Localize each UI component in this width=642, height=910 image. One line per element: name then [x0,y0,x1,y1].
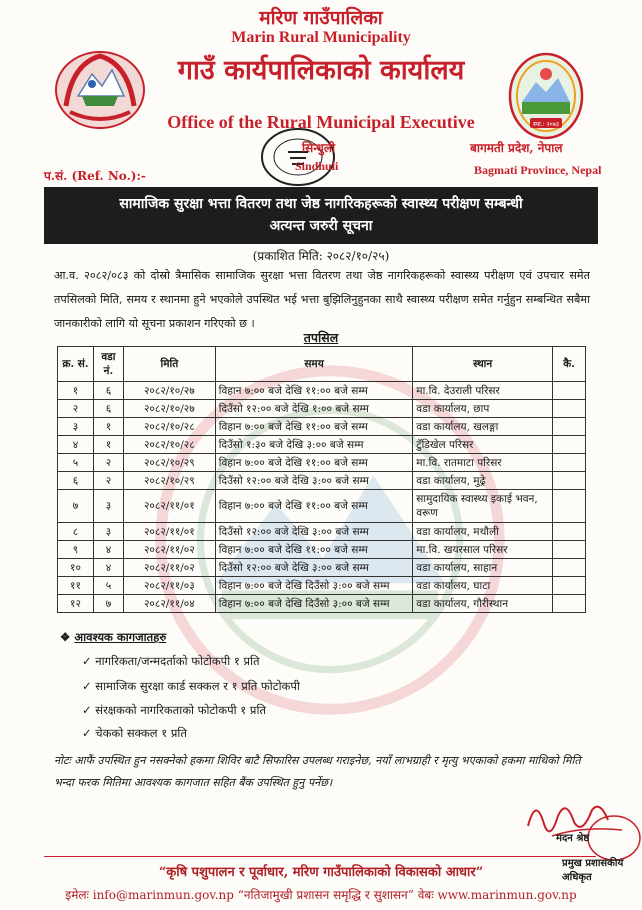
cell-place: वडा कार्यालय, गौरीस्थान [413,595,553,613]
office-name-en: Office of the Rural Municipal Executive [167,112,475,132]
cell-place: वडा कार्यालय, मुढ्रे [413,472,553,490]
cell-sn: १० [58,559,94,577]
check-icon: ✓ [82,654,92,668]
header-date: मिति [123,347,215,382]
cell-place: वडा कार्यालय, मथौली [413,523,553,541]
header-place: स्थान [413,347,553,382]
cell-sn: १ [58,382,94,400]
signatory-post: प्रमुख प्रशासकीय अधिकृत [562,858,624,883]
cell-date: २०८२/१०/२७ [123,400,215,418]
cell-time: दिउँसो १२:०० बजे देखि ३:०० बजे सम्म [215,523,413,541]
cell-remarks [553,577,586,595]
municipality-name-en: Marin Rural Municipality [231,29,411,46]
cell-place: वडा कार्यालय, छाप [413,400,553,418]
cell-sn: २ [58,400,94,418]
cell-place: मा.वि. खयरसाल परिसर [413,541,553,559]
notice-title-banner [44,187,598,244]
cell-sn: ९ [58,541,94,559]
cell-date: २०८२/१०/२९ [123,472,215,490]
cell-remarks [553,454,586,472]
cell-remarks [553,436,586,454]
table-row [58,595,586,613]
cell-remarks [553,541,586,559]
cell-ward: ५ [93,577,123,595]
province-en: Bagmati Province, Nepal [474,163,602,177]
cell-time: विहान ७:०० बजे देखि ११:०० बजे सम्म [215,454,413,472]
table-row [58,577,586,595]
table-row [58,523,586,541]
table-row [58,382,586,400]
cell-sn: ८ [58,523,94,541]
cell-remarks [553,400,586,418]
table-row [58,472,586,490]
cell-remarks [553,559,586,577]
nepal-emblem-logo [52,44,148,130]
handwritten-signature [522,786,642,862]
cell-date: २०८२/११/०३ [123,577,215,595]
cell-date: २०८२/१०/२९ [123,454,215,472]
banner-line-1: सामाजिक सुरक्षा भत्ता वितरण तथा जेष्ठ नागरिकहरूको स्वास्थ्य परीक्षण सम्बन्धी [119,196,523,212]
footer-divider [44,856,596,857]
cell-ward: २ [93,454,123,472]
table-row [58,454,586,472]
cell-time: विहान ७:०० बजे देखि ११:०० बजे सम्म [215,382,413,400]
table-row [58,400,586,418]
seal-year-text: स्था.: २०७३ [533,121,559,128]
schedule-heading: तपसिल [303,330,339,345]
required-docs-title: आवश्यक कागजातहरु [74,630,167,644]
list-item [82,726,187,741]
table-row [58,541,586,559]
header-time: समय [215,347,413,382]
cell-sn: ७ [58,490,94,523]
table-row [58,559,586,577]
cell-time: दिउँसो १:३० बजे देखि ३:०० बजे सम्म [215,436,413,454]
cell-remarks [553,490,586,523]
cell-date: २०८२/१०/२८ [123,436,215,454]
list-item [82,703,266,718]
cell-place: वडा कार्यालय, खलङ्गा [413,418,553,436]
cell-sn: ४ [58,436,94,454]
cell-remarks [553,382,586,400]
doc-item-label: सामाजिक सुरक्षा कार्ड सक्कल र १ प्रति फोटोकपी [95,679,300,693]
cell-ward: १ [93,436,123,454]
header-remarks: कै. [553,347,586,382]
cell-time: दिउँसो १२:०० बजे देखि ३:०० बजे सम्म [215,559,413,577]
cell-ward: ४ [93,541,123,559]
cell-ward: ४ [93,559,123,577]
cell-time: विहान ७:०० बजे देखि दिउँसो ३:०० बजे सम्म [215,577,413,595]
published-date: (प्रकाशित मिति: २०८२/१०/२५) [252,249,390,263]
cell-time: विहान ७:०० बजे देखि ११:०० बजे सम्म [215,541,413,559]
notice-body-paragraph: आ.व. २०८२/०८३ को दोस्रो त्रैमासिक सामाजिक सुरक्षा भत्ता वितरण तथा जेष्ठ नागरिकहरूको स्वास्थ्य परीक्षण एवं उपचार समेत तपसिलको मिति, समय र स्थानमा हुने भएकोले उपस्थित भई भत्ता बुझिलिनुहुनका साथै स्वास्थ्य परीक्षण समेत गर्नुहुन सम्बन्धित सबैमा जानकारीको लागि यो सूचना प्रकाशन गरिएको छ । [54,269,590,330]
district-np: सिन्धुली [302,141,336,155]
cell-ward: ३ [93,490,123,523]
cell-remarks [553,472,586,490]
doc-item-label: नागरिकता/जन्मदर्ताको फोटोकपी १ प्रति [95,654,260,668]
cell-place: वडा कार्यालय, घाटा [413,577,553,595]
cell-date: २०८२/१०/२८ [123,418,215,436]
signatory-name: मदन श्रेष्ठ [556,833,590,844]
cell-time: विहान ७:०० बजे देखि ११:०० बजे सम्म [215,490,413,523]
check-icon: ✓ [82,726,92,740]
municipality-seal-logo [508,52,584,140]
cell-sn: ५ [58,454,94,472]
cell-time: दिउँसो १२:०० बजे देखि ३:०० बजे सम्म [215,472,413,490]
cell-place: वडा कार्यालय, साहान [413,559,553,577]
header-ward: वडा नं. [93,347,123,382]
cell-time: दिउँसो १२:०० बजे देखि १:०० बजे सम्म [215,400,413,418]
cell-remarks [553,595,586,613]
header-sn: क्र. सं. [58,347,94,382]
check-icon: ✓ [82,703,92,717]
cell-date: २०८२/११/०२ [123,559,215,577]
cell-date: २०८२/१०/२७ [123,382,215,400]
cell-place: सामुदायिक स्वास्थ्य इकाई भवन, वरूण [413,490,553,523]
cell-place: मा.वि. रातमाटा परिसर [413,454,553,472]
province-np: बागमती प्रदेश, नेपाल [470,141,563,155]
cell-sn: ६ [58,472,94,490]
cell-ward: १ [93,418,123,436]
cell-ward: ६ [93,400,123,418]
cell-place: मा.वि. देउराली परिसर [413,382,553,400]
footer-motto: “कृषि पशुपालन र पूर्वाधार, मरिण गाउँपालिकाको विकासको आधार” [158,865,484,880]
list-item [82,654,260,669]
note-text: नोटः आफैं उपस्थित हुन नसक्नेको हकमा शिविर बाटै सिफारिस उपलब्ध गराइनेछ, नयाँ लाभग्राही र मृत्यु भएकाको हकमा माथिको मिति भन्दा फरक मितिमा आवश्यक कागजात सहित बैंक उपस्थित हुनु पर्नेछ। [54,754,581,789]
cell-sn: १२ [58,595,94,613]
doc-item-label: चेकको सक्कल १ प्रति [95,726,187,740]
cell-place: टुँडिखेल परिसर [413,436,553,454]
cell-date: २०८२/११/०२ [123,541,215,559]
cell-date: २०८२/११/०१ [123,523,215,541]
cell-ward: ७ [93,595,123,613]
municipality-name-np: मरिण गाउँपालिका [259,7,383,29]
cell-time: विहान ७:०० बजे देखि ११:०० बजे सम्म [215,418,413,436]
cell-time: विहान ७:०० बजे देखि दिउँसो ३:०० बजे सम्म [215,595,413,613]
cell-sn: ११ [58,577,94,595]
table-row [58,490,586,523]
list-item [82,679,300,694]
banner-line-2: अत्यन्त जरुरी सूचना [269,218,373,234]
required-docs-heading [60,630,166,645]
district-en: Sindhuli [295,159,339,173]
cell-remarks [553,523,586,541]
reference-number: प.सं. (Ref. No.):- [44,169,146,183]
diamond-bullet-icon: ❖ [60,630,71,644]
table-row [58,418,586,436]
cell-sn: ३ [58,418,94,436]
cell-date: २०८२/११/०४ [123,595,215,613]
table-row [58,436,586,454]
table-header-row [58,347,586,382]
office-stamp-icon [238,124,358,190]
cell-ward: २ [93,472,123,490]
office-name-np: गाउँ कार्यपालिकाको कार्यालय [177,55,465,86]
cell-ward: ३ [93,523,123,541]
cell-remarks [553,418,586,436]
doc-item-label: संरक्षकको नागरिकताको फोटोकपी १ प्रति [95,703,266,717]
cell-date: २०८२/११/०१ [123,490,215,523]
footer-contact: इमेलः info@marinmun.gov.np “नतिजामुखी प्रशासन समृद्धि र सुशासन” वेबः www.marinmun.gov.np [65,888,577,902]
check-icon: ✓ [82,679,92,693]
schedule-table [57,346,586,613]
cell-ward: ६ [93,382,123,400]
